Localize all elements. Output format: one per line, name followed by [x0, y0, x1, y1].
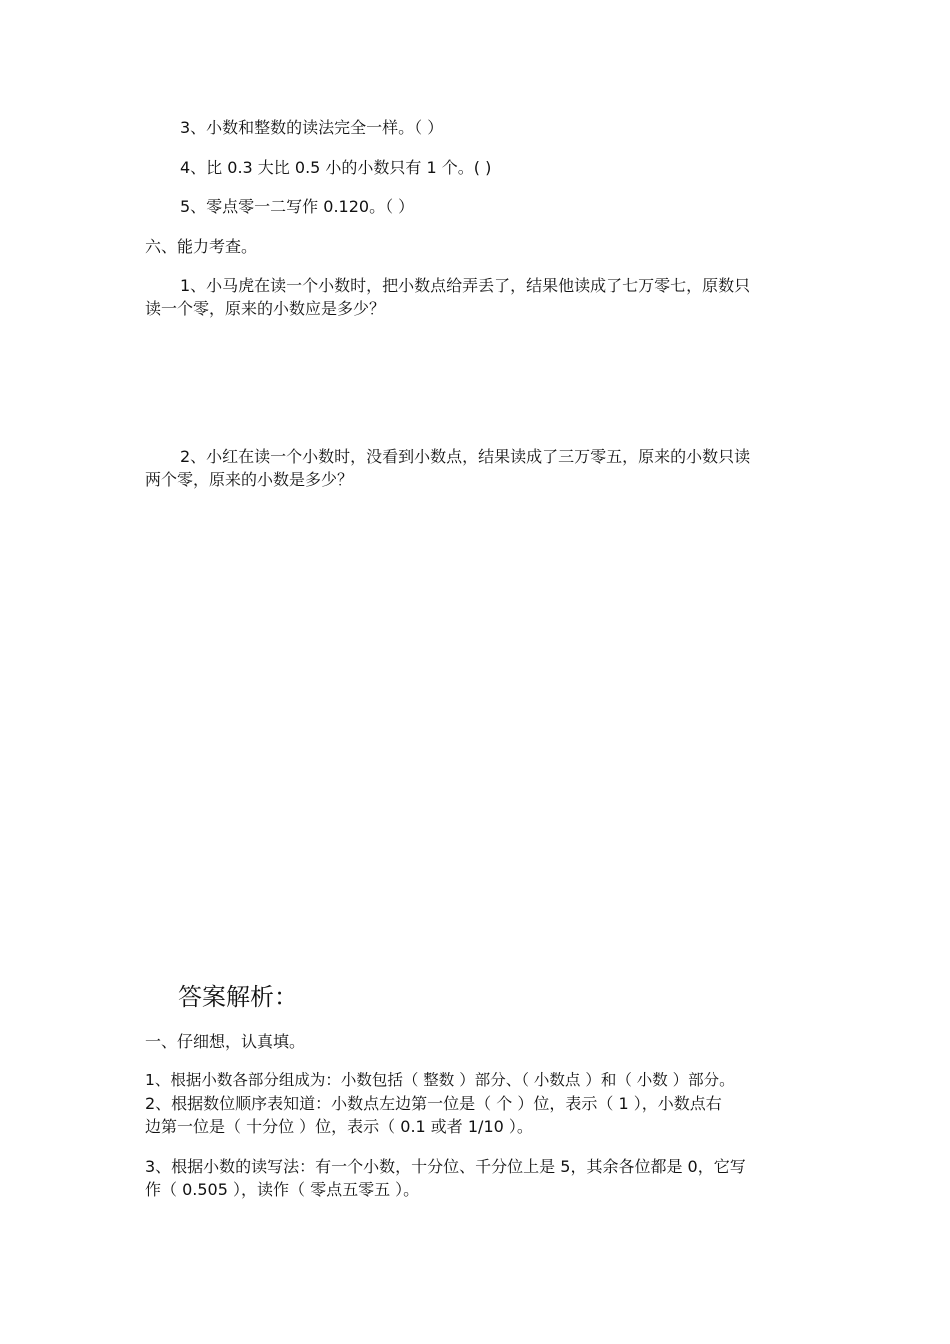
judge-item-3: 3、小数和整数的读法完全一样。（ ）	[180, 118, 444, 137]
answer-2-line-2: 边第一位是（ 十分位 ）位，表示（ 0.1 或者 1/10 ）。	[145, 1117, 533, 1136]
judge-item-4: 4、比 0.3 大比 0.5 小的小数只有 1 个。( )	[180, 158, 492, 177]
answer-2-line-1: 2、根据数位顺序表知道：小数点左边第一位是（ 个 ）位，表示（ 1 ），小数点右	[145, 1094, 722, 1113]
answers-heading: 答案解析：	[178, 983, 298, 1011]
question-2-line-1: 2、小红在读一个小数时，没看到小数点，结果读成了三万零五，原来的小数只读	[180, 447, 751, 466]
answers-section-1-title: 一、仔细想，认真填。	[145, 1032, 306, 1051]
answer-3-line-2: 作（ 0.505 ），读作（ 零点五零五 ）。	[145, 1180, 420, 1199]
section-6-title: 六、能力考查。	[145, 237, 258, 256]
question-2-line-2: 两个零，原来的小数是多少？	[145, 470, 354, 489]
answer-3-line-1: 3、根据小数的读写法：有一个小数，十分位、千分位上是 5，其余各位都是 0，它写	[145, 1157, 746, 1176]
question-1-line-1: 1、小马虎在读一个小数时，把小数点给弄丢了，结果他读成了七万零七，原数只	[180, 276, 751, 295]
answer-1: 1、根据小数各部分组成为：小数包括（ 整数 ）部分、（ 小数点 ）和（ 小数 ）部分。	[145, 1071, 735, 1089]
question-1-line-2: 读一个零，原来的小数应是多少？	[145, 299, 386, 318]
judge-item-5: 5、零点零一二写作 0.120。（ ）	[180, 197, 415, 216]
